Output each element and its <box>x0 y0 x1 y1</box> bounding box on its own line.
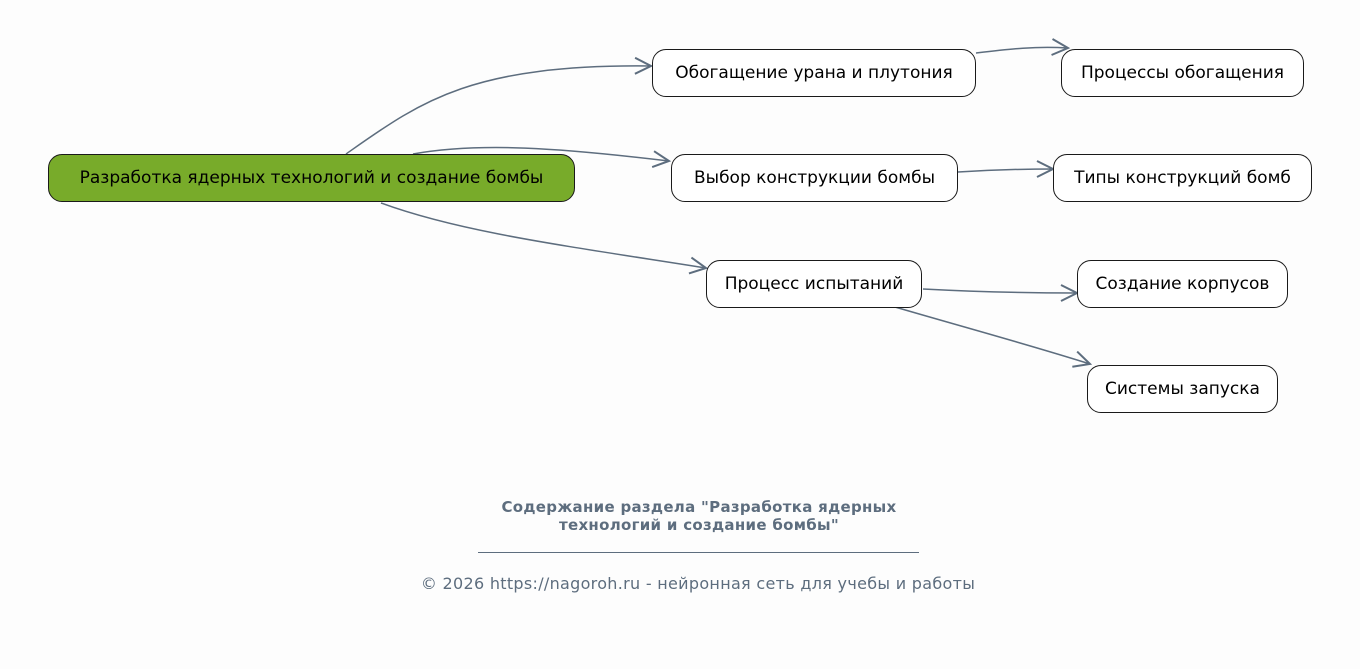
node-root: Разработка ядерных технологий и создание бомбы <box>48 154 575 202</box>
edge-root-testing <box>381 203 706 268</box>
node-enrichment-processes: Процессы обогащения <box>1061 49 1304 97</box>
edge-testing-casings <box>923 289 1077 293</box>
edge-root-enrichment <box>346 66 651 154</box>
edge-design-types <box>958 169 1053 172</box>
footer-copyright: © 2026 https://nagoroh.ru - нейронная сеть для учебы и работы <box>420 574 976 593</box>
node-launch-systems: Системы запуска <box>1087 365 1278 413</box>
caption-divider <box>478 552 919 553</box>
node-casings: Создание корпусов <box>1077 260 1288 308</box>
edge-enrichment-processes <box>976 47 1068 53</box>
node-enrichment: Обогащение урана и плутония <box>652 49 976 97</box>
caption-line-2: технологий и создание бомбы" <box>558 516 840 534</box>
diagram-caption <box>0 498 1360 534</box>
edge-testing-launch <box>895 307 1090 364</box>
caption-line-1: Содержание раздела "Разработка ядерных <box>501 498 897 516</box>
node-testing: Процесс испытаний <box>706 260 922 308</box>
node-design: Выбор конструкции бомбы <box>671 154 958 202</box>
node-bomb-types: Типы конструкций бомб <box>1053 154 1312 202</box>
